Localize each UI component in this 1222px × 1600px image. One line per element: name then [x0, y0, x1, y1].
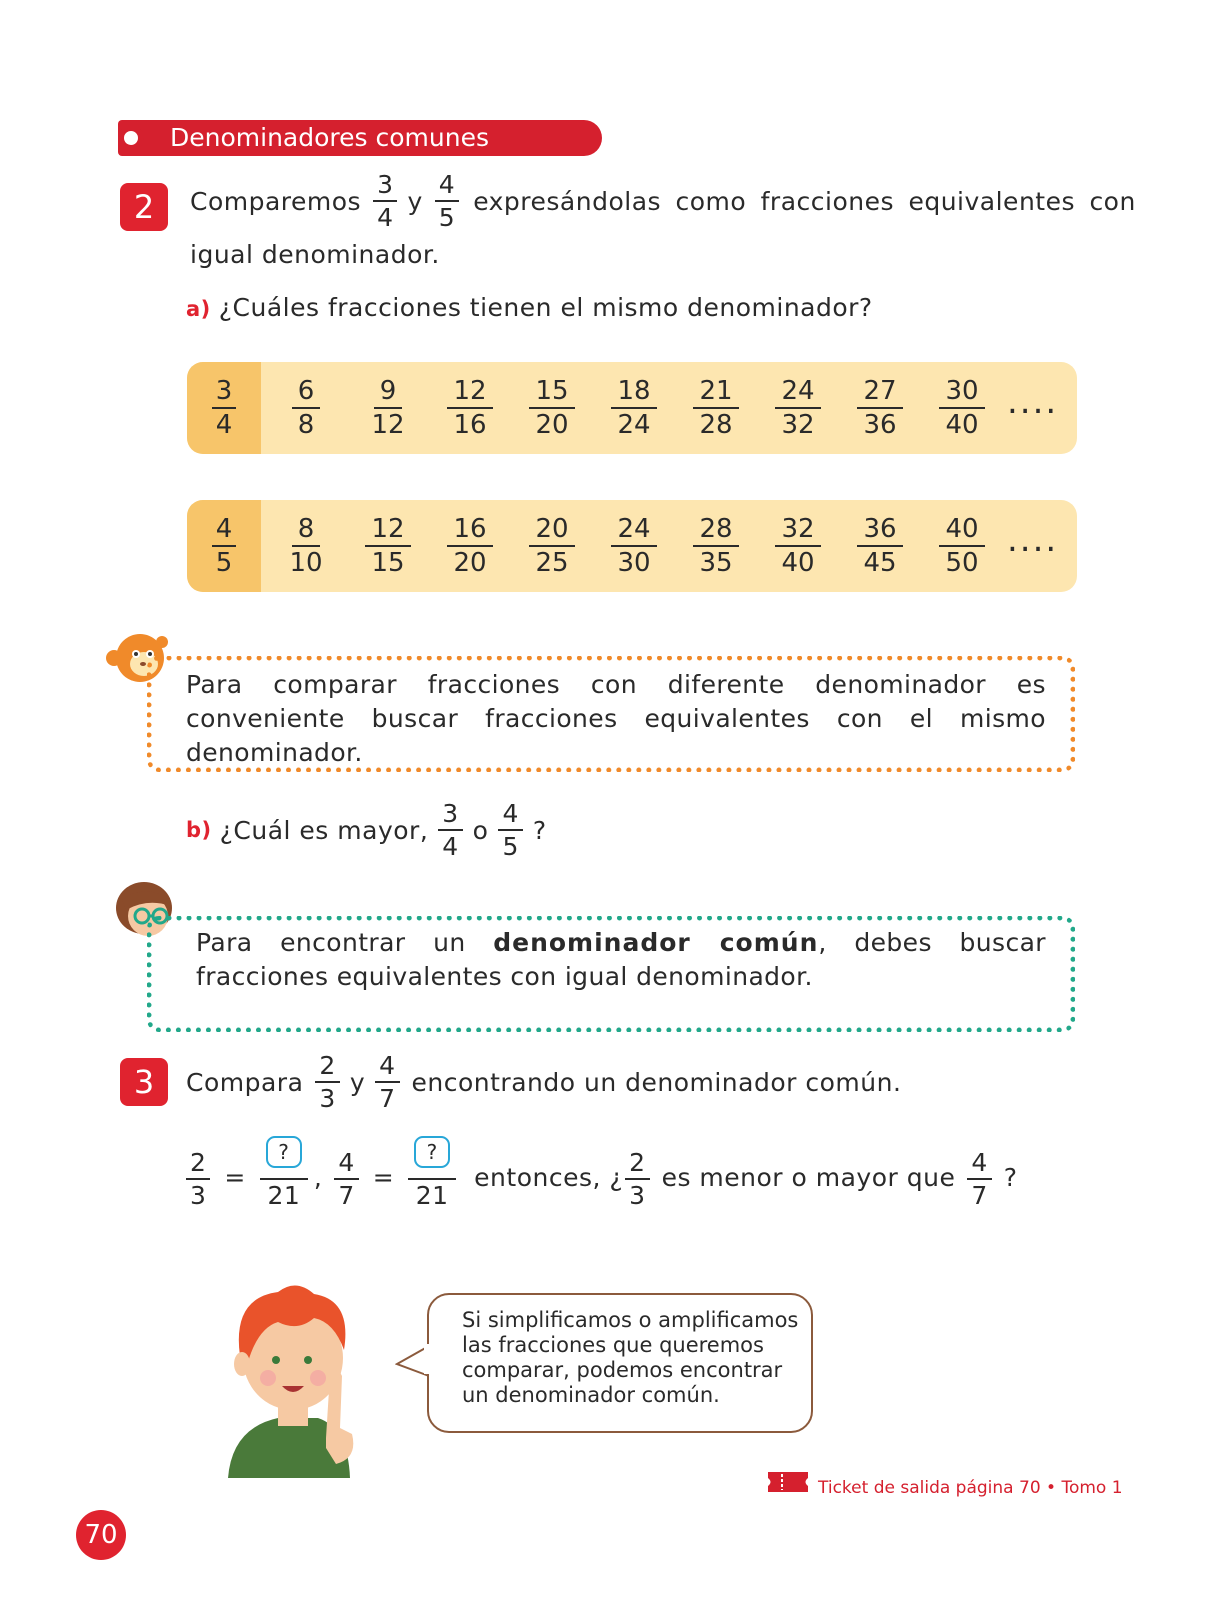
equivalent-fraction — [611, 516, 656, 576]
exit-ticket-link[interactable]: Ticket de salida página 70 • Tomo 1 — [818, 1478, 1123, 1498]
row-ellipsis: .... — [1007, 382, 1059, 422]
denominator: 4 — [215, 410, 233, 440]
fraction-4-7 — [967, 1150, 991, 1208]
denominator: 5 — [438, 203, 456, 232]
numerator: 18 — [611, 378, 656, 409]
boy-thinking-illustration — [218, 1278, 368, 1478]
denominator: 21 — [415, 1181, 449, 1210]
fraction-3-4 — [438, 801, 462, 859]
denominator: 30 — [617, 548, 651, 578]
denominator: 8 — [297, 410, 315, 440]
equivalent-fraction — [775, 516, 820, 576]
denominator: 45 — [863, 548, 897, 578]
equivalent-fraction-cell — [348, 500, 428, 592]
row-ellipsis: .... — [1007, 520, 1059, 560]
numerator: 40 — [939, 516, 984, 547]
numerator: 4 — [435, 172, 459, 202]
equivalent-fraction — [365, 516, 410, 576]
equivalent-fraction — [857, 378, 902, 438]
hint-2-bold-term: denominador común — [493, 928, 819, 957]
equivalent-fraction-cell — [676, 362, 756, 454]
denominator: 20 — [535, 410, 569, 440]
denominator: 7 — [338, 1181, 355, 1210]
answer-input-box[interactable]: ? — [266, 1136, 302, 1168]
fraction-unknown-over-21 — [408, 1136, 456, 1208]
equivalent-fractions-row-4-5 — [187, 500, 1077, 592]
conjunction-o: o — [472, 815, 489, 845]
equivalent-fraction — [693, 516, 738, 576]
hint-2-part-1: Para encontrar un — [196, 928, 494, 957]
denominator: 3 — [319, 1084, 336, 1113]
hint-2-part-2: , debes buscar fracciones equivalentes con igual denominador. — [196, 928, 1046, 991]
equivalent-fraction — [857, 516, 902, 576]
denominator: 32 — [781, 410, 815, 440]
header-bullet-icon — [118, 125, 144, 151]
numerator: 24 — [775, 378, 820, 409]
question-b — [186, 800, 547, 860]
denominator: 16 — [453, 410, 487, 440]
compare-text: es menor o mayor que — [661, 1162, 956, 1192]
exercise-3-equations — [186, 1128, 1018, 1214]
equivalent-fraction — [283, 516, 328, 576]
equivalent-fraction — [529, 378, 574, 438]
equivalent-fraction — [365, 378, 410, 438]
equivalent-fraction-cell — [266, 362, 346, 454]
fraction-4-7 — [375, 1053, 399, 1111]
equivalent-fraction — [775, 378, 820, 438]
equivalent-fraction-cell — [922, 362, 1002, 454]
numerator: 4 — [334, 1150, 358, 1180]
equivalent-fraction-cell — [840, 362, 920, 454]
equivalent-fraction-cell — [266, 500, 346, 592]
equivalent-fraction-cell — [594, 362, 674, 454]
numerator: 12 — [365, 516, 410, 547]
numerator: 9 — [374, 378, 403, 409]
numerator: 27 — [857, 378, 902, 409]
equivalent-fraction-cell — [758, 500, 838, 592]
numerator: 12 — [447, 378, 492, 409]
numerator: 4 — [375, 1053, 399, 1083]
equivalent-fraction — [693, 378, 738, 438]
equivalent-fraction — [529, 516, 574, 576]
exercise-number-2: 2 — [120, 183, 168, 231]
denominator: 3 — [629, 1181, 646, 1210]
equivalent-fraction — [447, 516, 492, 576]
denominator: 35 — [699, 548, 733, 578]
denominator: 24 — [617, 410, 651, 440]
equivalent-fraction-cell — [348, 362, 428, 454]
numerator: 4 — [498, 801, 522, 831]
fraction-2-3 — [625, 1150, 649, 1208]
numerator: 6 — [292, 378, 321, 409]
section-title: Denominadores comunes — [170, 123, 489, 152]
page-number: 70 — [76, 1510, 126, 1560]
base-fraction — [212, 516, 237, 576]
denominator: 4 — [442, 832, 459, 861]
exercise-2-intro — [190, 170, 1136, 232]
ex3-text-b: encontrando un denominador común. — [411, 1067, 902, 1097]
intro-text-a: Comparemos — [190, 186, 362, 216]
numerator: 28 — [693, 516, 738, 547]
equivalent-fraction-cell — [840, 500, 920, 592]
question-a — [186, 293, 873, 322]
denominator: 4 — [377, 203, 394, 232]
denominator: 40 — [945, 410, 979, 440]
numerator: 30 — [939, 378, 984, 409]
question-a-label: a) — [186, 297, 211, 321]
speech-bubble-joint — [424, 1344, 432, 1374]
fraction-4-5 — [435, 172, 459, 230]
exercise-number-3: 3 — [120, 1058, 168, 1106]
exercise-3-intro — [186, 1052, 901, 1112]
equivalent-fraction-cell — [758, 362, 838, 454]
row-base-fraction — [187, 362, 261, 454]
intro-text-b: expresándolas como fracciones equivalentes con — [473, 186, 1136, 216]
numerator: 2 — [186, 1150, 210, 1180]
equivalent-fraction-cell — [922, 500, 1002, 592]
numerator: 36 — [857, 516, 902, 547]
numerator: 4 — [967, 1150, 991, 1180]
equivalent-fraction-cell — [594, 500, 674, 592]
equivalent-fraction-cell — [512, 500, 592, 592]
denominator: 7 — [379, 1084, 396, 1113]
fraction-3-4 — [373, 172, 397, 230]
numerator: 3 — [373, 172, 397, 202]
denominator: 3 — [190, 1181, 207, 1210]
question-a-text: ¿Cuáles fracciones tienen el mismo denominador? — [218, 293, 873, 322]
numerator — [408, 1136, 456, 1180]
fraction-4-5 — [498, 801, 522, 859]
denominator: 5 — [502, 832, 519, 861]
denominator: 40 — [781, 548, 815, 578]
conjunction-y: y — [349, 1067, 366, 1097]
fraction-2-3 — [315, 1053, 339, 1111]
fraction-2-3 — [186, 1150, 210, 1208]
equivalent-fraction — [939, 516, 984, 576]
base-fraction — [212, 378, 237, 438]
equivalent-fraction — [611, 378, 656, 438]
denominator: 25 — [535, 548, 569, 578]
equivalent-fraction-cell — [430, 500, 510, 592]
numerator: 15 — [529, 378, 574, 409]
comma: , — [313, 1162, 323, 1192]
equals-sign: = — [224, 1162, 246, 1192]
answer-input-box[interactable]: ? — [414, 1136, 450, 1168]
ticket-icon — [768, 1470, 808, 1494]
intro-text-c: igual denominador. — [190, 240, 440, 269]
row-base-fraction — [187, 500, 261, 592]
denominator: 7 — [971, 1181, 988, 1210]
question-b-label: b) — [186, 818, 212, 842]
numerator: 3 — [212, 378, 237, 409]
ex3-text-a: Compara — [186, 1067, 304, 1097]
equals-sign: = — [372, 1162, 395, 1192]
equivalent-fraction — [292, 378, 321, 438]
equivalent-fraction-cell — [512, 362, 592, 454]
numerator: 2 — [315, 1053, 339, 1083]
denominator: 12 — [371, 410, 405, 440]
equivalent-fraction — [939, 378, 984, 438]
denominator: 36 — [863, 410, 897, 440]
denominator: 21 — [267, 1181, 301, 1210]
denominator: 20 — [453, 548, 487, 578]
numerator: 3 — [438, 801, 462, 831]
equivalent-fraction-cell — [430, 362, 510, 454]
denominator: 15 — [371, 548, 405, 578]
then-text: entonces, ¿ — [474, 1162, 624, 1192]
question-mark: ? — [532, 815, 547, 845]
numerator: 32 — [775, 516, 820, 547]
numerator: 20 — [529, 516, 574, 547]
numerator: 21 — [693, 378, 738, 409]
denominator: 5 — [215, 548, 233, 578]
numerator: 24 — [611, 516, 656, 547]
numerator: 8 — [292, 516, 321, 547]
speech-bubble-text: Si simplificamos o amplificamos las fracciones que queremos comparar, podemos encontrar un denominador común. — [462, 1308, 799, 1407]
equivalent-fraction — [447, 378, 492, 438]
numerator: 2 — [625, 1150, 649, 1180]
numerator — [260, 1136, 308, 1180]
fraction-unknown-over-21 — [260, 1136, 308, 1208]
equivalent-fractions-row-3-4 — [187, 362, 1077, 454]
denominator: 10 — [289, 548, 323, 578]
fraction-4-7 — [334, 1150, 358, 1208]
numerator: 16 — [447, 516, 492, 547]
denominator: 28 — [699, 410, 733, 440]
conjunction-y: y — [407, 186, 423, 216]
question-mark: ? — [1003, 1162, 1018, 1192]
hint-1-text: Para comparar fracciones con diferente denominador es conveniente buscar fracciones equivalentes con el mismo denominador. — [186, 670, 1046, 767]
equivalent-fraction-cell — [676, 500, 756, 592]
numerator: 4 — [212, 516, 237, 547]
denominator: 50 — [945, 548, 979, 578]
hint-2-text — [196, 926, 1046, 994]
question-b-text: ¿Cuál es mayor, — [219, 815, 429, 845]
